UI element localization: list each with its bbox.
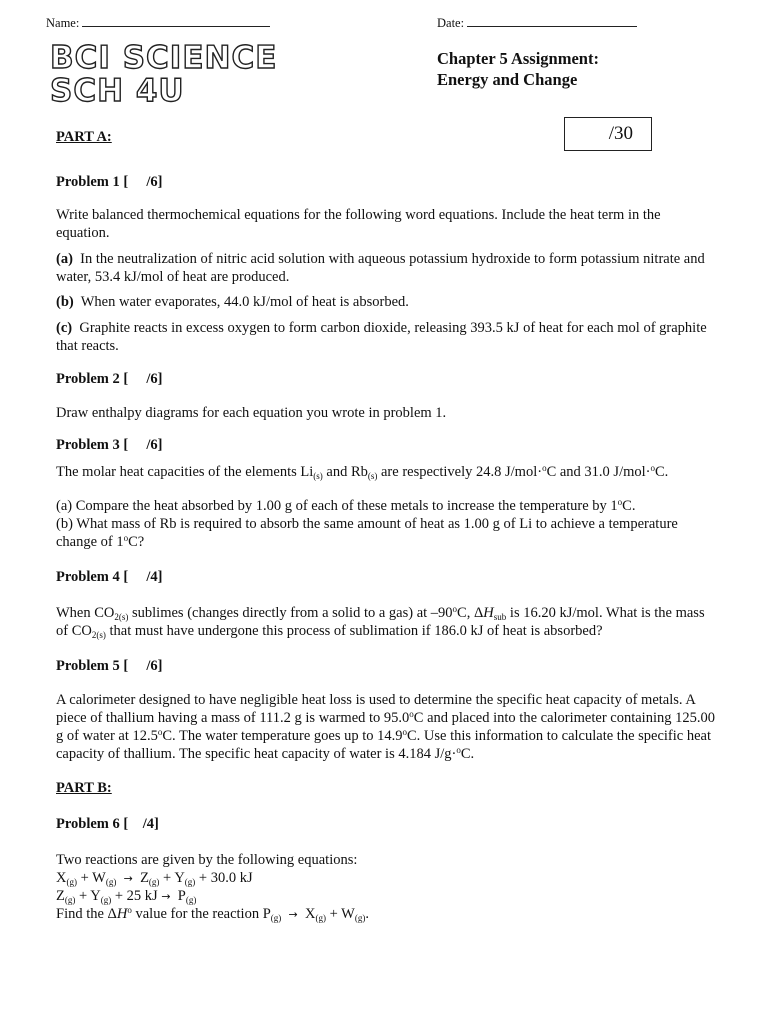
name-label: Name: xyxy=(46,16,80,30)
reaction-arrow-icon: → xyxy=(161,890,171,903)
school-line-1: BCI SCIENCE xyxy=(50,40,278,76)
problem-1c-text: Graphite reacts in excess oxygen to form carbon dioxide, releasing 393.5 kJ of heat for each mol of graphite that reacts. xyxy=(56,320,707,354)
total-score-box xyxy=(564,117,652,151)
problem-4-text: When $CO_{2(s)}$ sublimes (changes directly from a solid to a gas) at –90$^o$C, $\Delta H_{sub}$ is 16.20 kJ/mol. What is the mass of $CO_{2(s)}$ that must have undergone this process of sublimation if 186.0 kJ of heat is absorbed? xyxy=(56,604,705,640)
school-logo xyxy=(50,42,277,108)
problem-1c xyxy=(56,319,716,355)
problem-5-title: Problem 5 [ /6] xyxy=(56,658,163,674)
part-b-heading: PART B: xyxy=(56,780,112,796)
assignment-title xyxy=(437,48,599,90)
problem-6-question: Find the $\Delta H^o$ value for the reaction $P_{(g)} \to X_{(g)} + W_{(g)}$. xyxy=(56,905,369,923)
problem-6-equation-1: $X_{(g)} + W_{(g)} \to Z_{(g)} + Y_{(g)} + 30.0$ kJ xyxy=(56,870,253,887)
problem-1b-label: (b) xyxy=(56,294,74,310)
problem-1a xyxy=(56,250,716,286)
problem-3-title: Problem 3 [ /6] xyxy=(56,437,163,453)
chapter-line-1: Chapter 5 Assignment: xyxy=(437,49,599,68)
reaction-arrow-icon: → xyxy=(288,908,298,921)
problem-2-title: Problem 2 [ /6] xyxy=(56,371,163,387)
problem-2-text: Draw enthalpy diagrams for each equation you wrote in problem 1. xyxy=(56,405,447,421)
date-field xyxy=(437,16,637,31)
problem-1-intro: Write balanced thermochemical equations for the following word equations. Include the heat term in the equation. xyxy=(56,207,661,241)
date-blank xyxy=(467,16,637,27)
problem-5-text: A calorimeter designed to have negligible heat loss is used to determine the specific heat capacity of metals. A piece of thallium having a mass of 111.2 g is warmed to 95.0$^o$C and placed into the calorimeter containing 125.00 g of water at 12.5$^o$C. The water temperature goes up to 14.9$^o$C. Use this information to calculate the specific heat capacity of thallium. The specific heat capacity of water is 4.184 J/g·$^o$C. xyxy=(56,692,715,762)
total-score: /30 xyxy=(608,123,633,144)
problem-1a-label: (a) xyxy=(56,251,73,267)
problem-3-intro: The molar heat capacities of the elements $Li_{(s)}$ and $Rb_{(s)}$ are respectively 24.8 J/mol·$^o$C and 31.0 J/mol·$^o$C. xyxy=(56,463,669,481)
problem-6-intro: Two reactions are given by the following equations: xyxy=(56,852,358,868)
name-blank xyxy=(82,16,270,27)
problem-1c-label: (c) xyxy=(56,320,73,336)
reaction-arrow-icon: → xyxy=(123,872,133,885)
problem-1b-text: When water evaporates, 44.0 kJ/mol of heat is absorbed. xyxy=(80,294,409,310)
problem-3a: (a) Compare the heat absorbed by 1.00 g of each of these metals to increase the temperature by 1$^o$C. xyxy=(56,497,636,514)
problem-4-title: Problem 4 [ /4] xyxy=(56,569,163,585)
problem-1-title: Problem 1 [ /6] xyxy=(56,174,163,190)
problem-1a-text: In the neutralization of nitric acid solution with aqueous potassium hydroxide to form potassium nitrate and water, 53.4 kJ/mol of heat are produced. xyxy=(56,251,705,285)
problem-3b: (b) What mass of Rb is required to absorb the same amount of heat as 1.00 g of Li to achieve a temperature change of 1$^o$C? xyxy=(56,516,678,550)
problem-6-title: Problem 6 [ /4] xyxy=(56,816,159,832)
school-line-2: SCH 4U xyxy=(50,73,185,109)
chapter-line-2: Energy and Change xyxy=(437,70,578,89)
name-field xyxy=(46,16,270,31)
problem-1b xyxy=(56,293,716,311)
date-label: Date: xyxy=(437,16,465,30)
part-a-heading: PART A: xyxy=(56,129,112,145)
problem-6-equation-2: $Z_{(g)} + Y_{(g)} + 25$ kJ → $P_{(g)}$ xyxy=(56,888,197,905)
